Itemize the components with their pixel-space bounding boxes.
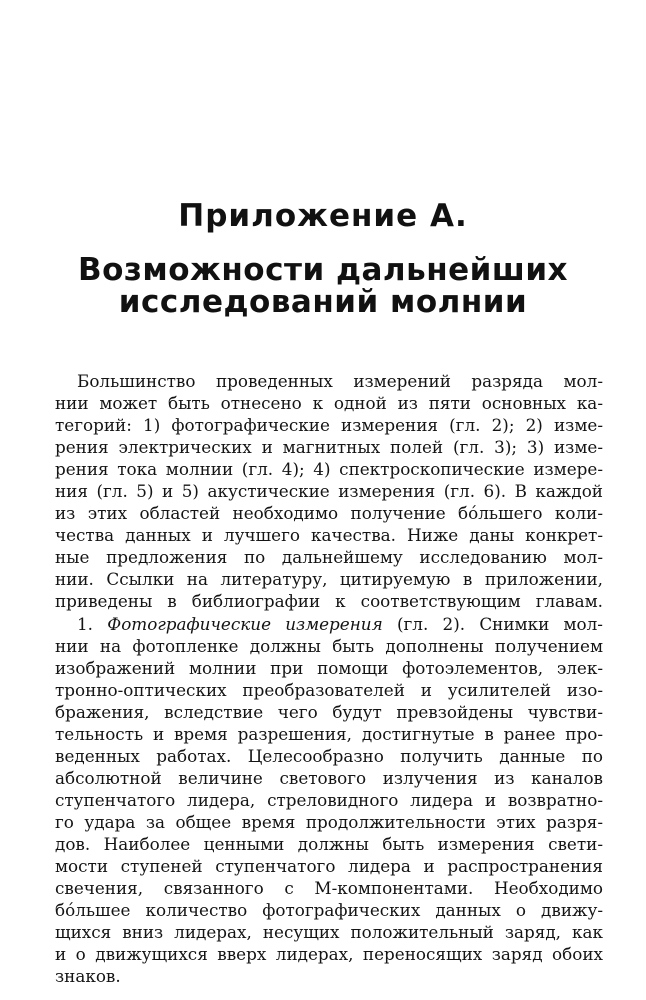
text-line: нии. Ссылки на литературу, цитируемую в приложении,: [55, 569, 603, 590]
text-line: чества данных и лучшего качества. Ниже даны конкрет-: [55, 525, 603, 546]
section-title: Фотографические измерения: [107, 613, 383, 634]
appendix-subtitle-line-2: исследований молнии: [118, 284, 528, 320]
text-line: знаков.: [55, 966, 121, 987]
paragraph-intro: [55, 370, 603, 613]
text-line: нии на фотопленке должны быть дополнены получением: [55, 635, 603, 656]
text-line: тегорий: 1) фотографические измерения (гл. 2); 2) изме-: [55, 415, 603, 436]
text-line: мости ступеней ступенчатого лидера и распространения: [55, 856, 603, 877]
text-line: ные предложения по дальнейшему исследованию мол-: [55, 547, 603, 568]
text-line: абсолютной величине светового излучения из каналов: [55, 767, 603, 788]
text-line: и о движущихся вверх лидерах, переносящих заряд обоих: [55, 944, 603, 965]
text-line: щихся вниз лидерах, несущих положительный заряд, как: [55, 922, 603, 943]
text-line: дов. Наиболее ценными должны быть измерения свети-: [55, 833, 603, 854]
text-line: Большинство проведенных измерений разряда мол-: [77, 371, 603, 391]
text-line: тронно-оптических преобразователей и усилителей изо-: [55, 679, 603, 700]
text-line: приведены в библиографии к соответствующим главам.: [55, 591, 603, 612]
text-line: нии может быть отнесено к одной из пяти основных ка-: [55, 393, 603, 414]
text-line: веденных работах. Целесообразно получить данные по: [55, 745, 603, 766]
text-line: [55, 613, 603, 635]
text-line: ния (гл. 5) и 5) акустические измерения (гл. 6). В каждой: [55, 481, 603, 502]
text-line: из этих областей необходимо получение бóльшего коли-: [55, 503, 603, 524]
text-line: го удара за общее время продолжительности этих разря-: [55, 811, 603, 832]
text-line: рения электрических и магнитных полей (гл. 3); 3) изме-: [55, 437, 603, 458]
appendix-title: Приложение А.: [178, 198, 468, 234]
text-line: рения тока молнии (гл. 4); 4) спектроскопические измере-: [55, 459, 603, 480]
text-line: бражения, вследствие чего будут превзойдены чувстви-: [55, 701, 603, 722]
appendix-subtitle-line-1: Возможности дальнейших: [77, 252, 569, 288]
section-first-line-rest: (гл. 2). Снимки мол-: [396, 613, 603, 634]
text-line: свечения, связанного с М-компонентами. Необходимо: [55, 878, 603, 899]
text-line: тельность и время разрешения, достигнутые в ранее про-: [55, 723, 603, 744]
body-text: [55, 370, 603, 987]
text-line: ступенчатого лидера, стреловидного лидера и возвратно-: [55, 789, 603, 810]
text-line: изображений молнии при помощи фотоэлементов, элек-: [55, 657, 603, 678]
text-line: бóльшее количество фотографических данных о движу-: [55, 900, 603, 921]
section-number: 1.: [77, 613, 94, 634]
paragraph-photographic-measurements: [55, 613, 603, 988]
